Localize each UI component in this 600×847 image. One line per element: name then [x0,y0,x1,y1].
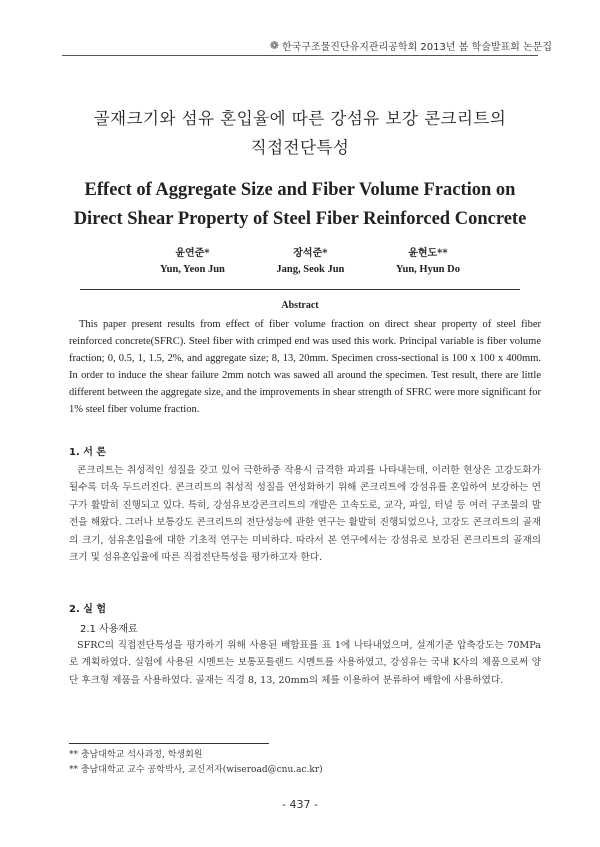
abstract-heading: Abstract [281,300,319,311]
author-2-english-name: Jang, Seok Jun [276,264,345,275]
introduction-heading: 1. 서 론 [69,447,107,458]
author-divider [80,289,520,290]
korean-title-line-2: 직접전단특성 [250,138,350,157]
footnote-divider [69,743,269,744]
author-2 [276,246,344,278]
korean-title-line-1: 골재크기와 섬유 혼입율에 따른 강섬유 보강 콘크리트의 [93,109,507,128]
materials-text: SFRC의 직접전단특성을 평가하기 위해 사용된 배합표를 표 1에 나타내었으며, 설계기준 압축강도는 70MPa로 계획하였다. 실험에 사용된 시멘트는 보통포틀랜드 시멘트를 사용하였고, 강섬유는 국내 K사의 제품으로써 양단 후크형 제품을 사용하였다. 골재는 직경 8, 13, 20mm의 체를 이용하여 분류하여 배합에 사용하였다. [69,640,541,686]
author-3 [396,246,460,278]
proceedings-header [270,38,552,53]
page-number: - 437 - [282,798,318,811]
english-title [40,176,560,234]
materials-subheading: 2.1 사용재료 [80,624,138,635]
introduction-text: 콘크리트는 취성적인 성질을 갖고 있어 극한하중 작용시 급격한 파괴를 나타내는데, 이러한 현상은 고강도화가 될수록 더욱 두드러진다. 콘크리트의 취성적 성질을 연성화하기 위해 콘크리트에 강섬유를 혼입하여 보강하는 연구가 활발히 진행되고 있다. 특히, 강섬유보강콘크리트의 개발은 고속도로, 교각, 파일, 터널 등 여러 구조물의 발전을 해왔다. 그러나 보통강도 콘크리트의 전단성능에 관한 연구는 활발히 진행되었으나, 고강도 콘크리트의 골재의 크기, 섬유혼입율에 대한 기초적 연구는 미비하다. 따라서 본 연구에서는 강섬유로 보강된 콘크리트의 골재의 크기 및 섬유혼입율에 따른 직접전단특성을 평가하고자 한다. [69,465,541,564]
footnote-2: ** 충남대학교 교수 공학박사, 교신저자(wiseroad@cnu.ac.kr) [69,765,323,775]
english-title-line-1: Effect of Aggregate Size and Fiber Volume Fraction on [84,180,516,200]
footnotes [69,748,541,778]
author-2-korean-name: 장석준* [293,248,328,259]
author-list [160,246,460,278]
footnote-1: ** 충남대학교 석사과정, 학생회원 [69,750,203,760]
author-1 [160,246,225,278]
author-3-english-name: Yun, Hyun Do [395,264,460,275]
korean-title [40,104,560,162]
author-1-korean-name: 윤연준* [175,248,210,259]
experiment-heading: 2. 실 험 [69,604,107,615]
author-3-korean-name: 윤현도** [408,248,448,259]
flower-logo-icon: ❁ [269,39,279,52]
english-title-line-2: Direct Shear Property of Steel Fiber Reinforced Concrete [73,209,527,229]
abstract-text: This paper present results from effect of fiber volume fraction on direct shear property of steel fiber reinforced concrete(SFRC). Steel fiber with crimped end was used this work. Principal variable is fiber volume fraction; 0, 0.5, 1, 1.5, 2%, and aggregate size; 8, 13, 20mm. Specimen cross-sectional is 100 x 100 x 400mm. In order to induce the shear failure 2mm notch was sawed all around the specimen. Test result, there are little different between the aggregate size, and the improvements in shear strength of SFRC were more significant for 1% steel fiber volume fraction. [69,319,541,415]
header-divider [62,55,538,56]
author-1-english-name: Yun, Yeon Jun [160,264,225,275]
header-text: 한국구조물진단유지관리공학회 2013년 봄 학술발표회 논문집 [281,42,552,53]
